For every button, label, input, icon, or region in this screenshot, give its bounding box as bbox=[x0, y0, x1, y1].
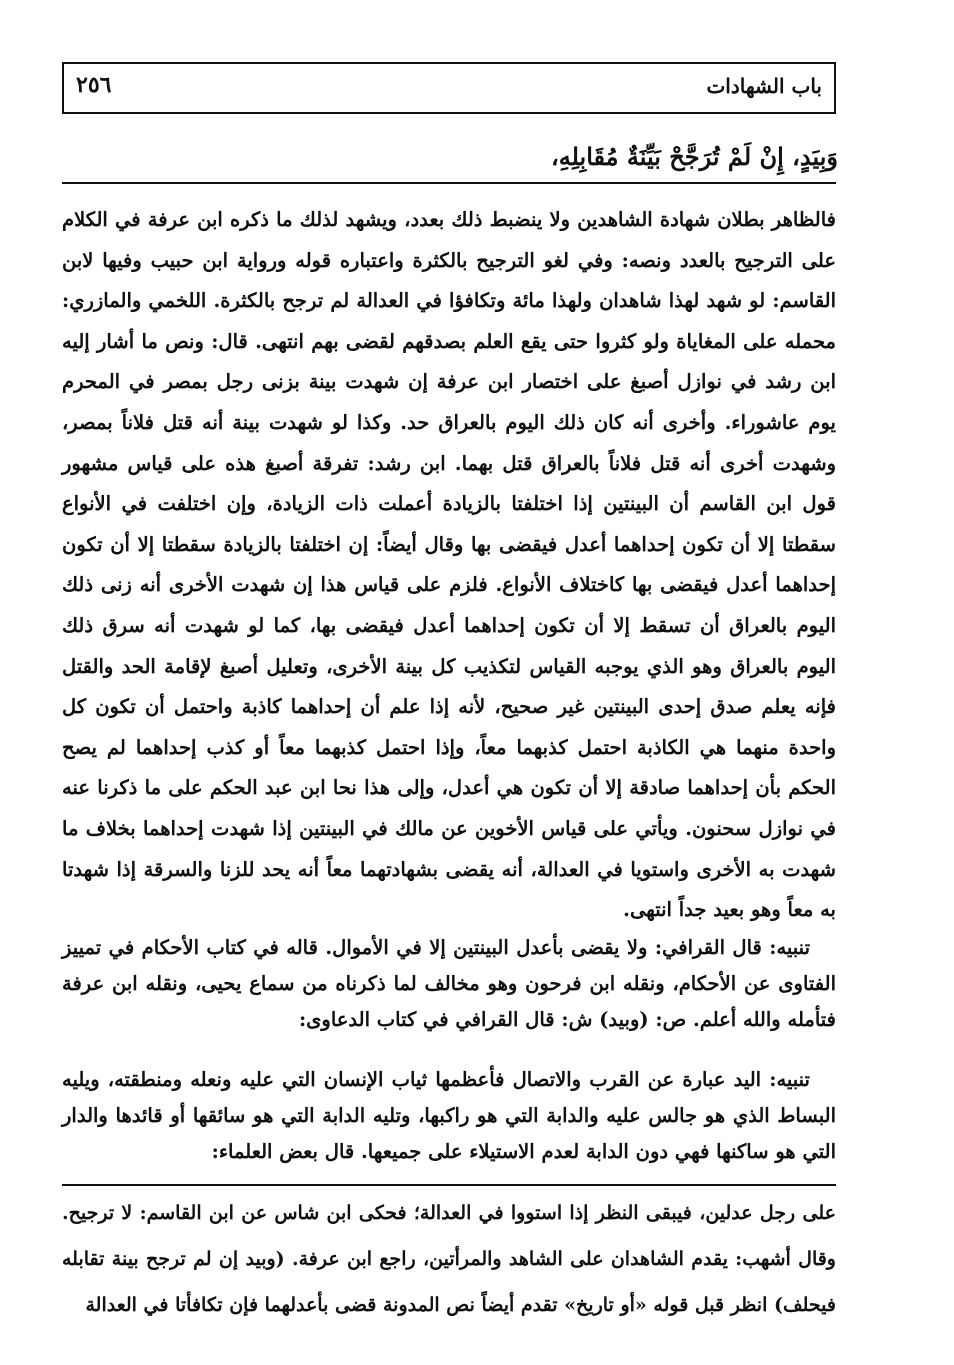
chapter-title: باب الشهادات bbox=[706, 74, 822, 98]
running-header bbox=[62, 62, 836, 114]
page-number: ٢٥٦ bbox=[76, 72, 112, 98]
footnote-text: على رجل عدلين، فيبقى النظر إذا استووا في العدالة؛ فحكى ابن شاس عن ابن القاسم: لا ترجيح. وقال أشهب: يقدم الشاهدان على الشاهد والمرأتين، راجع ابن عرفة. (وبيد إن لم ترجح بينة تقابله فيحلف) انظر قبل قوله «أو تاريخ» تقدم أيضاً نص المدونة قضى بأعدلهما فإن تكافأتا في العدالة bbox=[62, 1202, 836, 1316]
footnote-divider bbox=[62, 1184, 836, 1186]
page bbox=[62, 62, 842, 1352]
matn-divider bbox=[62, 182, 836, 184]
matn-line: وَبِيَدٍ، إِنْ لَمْ تُرَجَّحْ بَيِّنَةٌ مُقَابِلِهِ، bbox=[550, 142, 838, 171]
commentary-paragraph-1: فالظاهر بطلان شهادة الشاهدين ولا ينضبط ذلك بعدد، ويشهد لذلك ما ذكره ابن عرفة في الكلام على الترجيح بالعدد ونصه: وفي لغو الترجيح بالكثرة واعتباره قوله ورواية ابن حبيب وفيها لابن القاسم: لو شهد لهذا شاهدان ولهذا مائة وتكافؤا في العدالة لم ترجح بالكثرة. اللخمي والمازري: محمله على المغاياة ولو كثروا حتى يقع العلم بصدقهم لقضى بهم انتهى. قال: ونص ما أشار إليه ابن رشد في نوازل أصبغ على اختصار ابن عرفة إن شهدت بينة بزنى رجل بمصر في المحرم يوم عاشوراء. وأخرى أنه كان ذلك اليوم بالعراق حد. وكذا لو شهدت بينة أنه قتل فلاناً بمصر، وشهدت أخرى أنه قتل فلاناً بالعراق قتل بهما. ابن رشد: تفرقة أصبغ هذه على قياس مشهور قول ابن القاسم أن البينتين إذا اختلفتا بالزيادة أعملت ذات الزيادة، وإن اختلفت في الأنواع سقطتا إلا أن تكون إحداهما أعدل فيقضى بها وقال أيضاً: إن اختلفتا بالزيادة سقطتا إلا أن تكون إحداهما أعدل فيقضى بها كاختلاف الأنواع. فلزم على قياس هذا إن شهدت الأخرى أنه زنى ذلك اليوم بالعراق أن تسقط إلا أن تكون إحداهما أعدل فيقضى بها، كما لو شهدت أنه سرق ذلك اليوم بالعراق وهو الذي يوجبه القياس لتكذيب كل بينة الأخرى، وتعليل أصبغ لإقامة الحد والقتل فإنه يعلم صدق إحدى البينتين غير صحيح، لأنه إذا علم أن إحداهما كاذبة واحتمل أن تكون كل واحدة منهما هي الكاذبة احتمل كذبهما معاً، وإذا احتمل كذبهما معاً أو كذب إحداهما لم يصح الحكم بأن إحداهما صادقة إلا أن تكون هي أعدل، وإلى هذا نحا ابن عبد الحكم على ما ذكرنا عنه في نوازل سحنون. ويأتي على قياس الأخوين عن مالك في البينتين إذا شهدت إحداهما بخلاف ما شهدت به الأخرى واستويا في العدالة، أنه يقضى بشهادتهما معاً أنه يحد للزنا والسرقة إذا شهدتا به معاً وهو بعيد جداً انتهى. bbox=[62, 208, 836, 922]
commentary-paragraph-2: تنبيه: قال القرافي: ولا يقضى بأعدل البينتين إلا في الأموال. قاله في كتاب الأحكام في تمييز الفتاوى عن الأحكام، ونقله ابن فرحون وهو مخالف لما ذكرناه من سماع يحيى، ونقله ابن عرفة فتأمله والله أعلم. ص: (وبيد) ش: قال القرافي في كتاب الدعاوى: bbox=[62, 936, 836, 1031]
commentary-paragraph-3: تنبيه: اليد عبارة عن القرب والاتصال فأعظمها ثياب الإنسان التي عليه ونعله ومنطقته، ويليه البساط الذي هو جالس عليه والدابة التي هو راكبها، وتليه الدابة التي هو سائقها أو قائدها والدار التي هو ساكنها فهي دون الدابة لعدم الاستيلاء على جميعها. قال بعض العلماء: bbox=[62, 1068, 836, 1163]
